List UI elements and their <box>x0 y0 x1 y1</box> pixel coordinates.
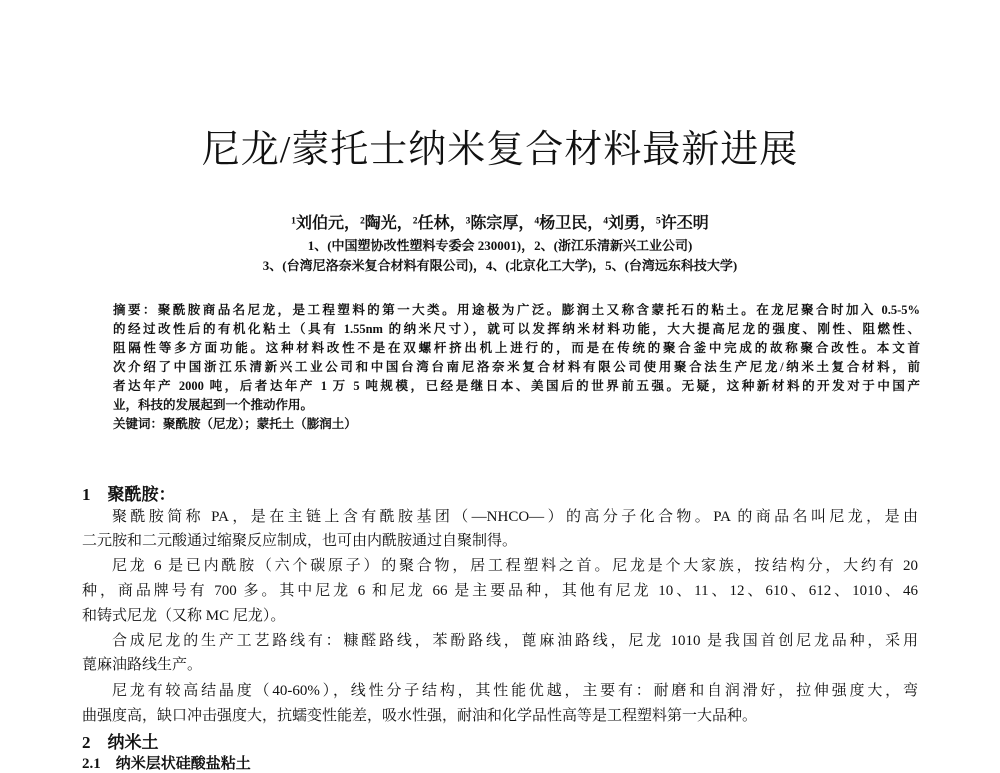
paper-title: 尼龙/蒙托士纳米复合材料最新进展 <box>201 129 799 171</box>
body-line: 和铸式尼龙（又称 MC 尼龙）。 <box>82 608 286 624</box>
body-line: 尼龙 6 是已内酰胺（六个碳原子）的聚合物，居工程塑料之首。尼龙是个大家族，按结构分，大约有 20 <box>112 558 918 574</box>
body-line: 曲强度高，缺口冲击强度大，抗蠕变性能差，吸水性强，耐油和化学品性高等是工程塑料第一大品种。 <box>82 708 758 724</box>
abstract-line: 者达年产 2000 吨，后者达年产 1 万 5 吨规模，已经是继日本、美国后的世界前五强。无疑，这种新材料的开发对于中国产 <box>113 379 920 393</box>
affiliation-line: 1、(中国塑协改性塑料专委会 230001)，2、(浙江乐清新兴工业公司) <box>307 238 693 253</box>
body-line: 种，商品牌号有 700 多。其中尼龙 6 和尼龙 66 是主要品种，其他有尼龙 10、11、12、610、612、1010、46 <box>82 583 918 599</box>
body-line: 尼龙有较高结晶度（40-60%），线性分子结构，其性能优越，主要有：耐磨和自润滑好，拉伸强度大，弯 <box>112 683 918 699</box>
subsection-heading: 2.1 纳米层状硅酸盐粘土 <box>82 756 251 772</box>
abstract-line: 阻隔性等多方面功能。这种材料改性不是在双螺杆挤出机上进行的，而是在传统的聚合釜中完成的故称聚合改性。本文首 <box>113 341 920 355</box>
section-heading: 2 纳米土 <box>82 733 159 752</box>
body-line: 蓖麻油路线生产。 <box>82 657 203 673</box>
abstract-line: 业，科技的发展起到一个推动作用。 <box>113 398 314 412</box>
body-line: 聚酰胺简称 PA，是在主链上含有酰胺基团（—NHCO—）的高分子化合物。PA 的商品名叫尼龙，是由 <box>112 509 918 525</box>
keywords: 关键词：聚酰胺（尼龙）；蒙托土（膨润土） <box>113 417 357 431</box>
author-list: ¹刘伯元，²陶光，²任林，³陈宗厚，⁴杨卫民，⁴刘勇，⁵许丕明 <box>291 215 709 232</box>
affiliation-line: 3、(台湾尼洛奈米复合材料有限公司)，4、(北京化工大学)，5、(台湾远东科技大学) <box>262 258 738 273</box>
body-line: 二元胺和二元酸通过缩聚反应制成，也可由内酰胺通过自聚制得。 <box>82 533 518 549</box>
body-line: 合成尼龙的生产工艺路线有：糠醛路线，苯酚路线，蓖麻油路线，尼龙 1010 是我国首创尼龙品种，采用 <box>112 633 918 649</box>
abstract-line: 次介绍了中国浙江乐清新兴工业公司和中国台湾台南尼洛奈米复合材料有限公司使用聚合法生产尼龙/纳米土复合材料，前 <box>113 360 920 374</box>
abstract-line: 的经过改性后的有机化粘土（具有 1.55nm 的纳米尺寸），就可以发挥纳米材料功能，大大提高尼龙的强度、刚性、阻燃性、 <box>113 322 920 336</box>
abstract-line: 摘要：聚酰胺商品名尼龙，是工程塑料的第一大类。用途极为广泛。膨润土又称含蒙托石的粘土。在龙尼聚合时加入 0.5-5% <box>113 303 920 317</box>
section-heading: 1 聚酰胺： <box>82 485 176 504</box>
